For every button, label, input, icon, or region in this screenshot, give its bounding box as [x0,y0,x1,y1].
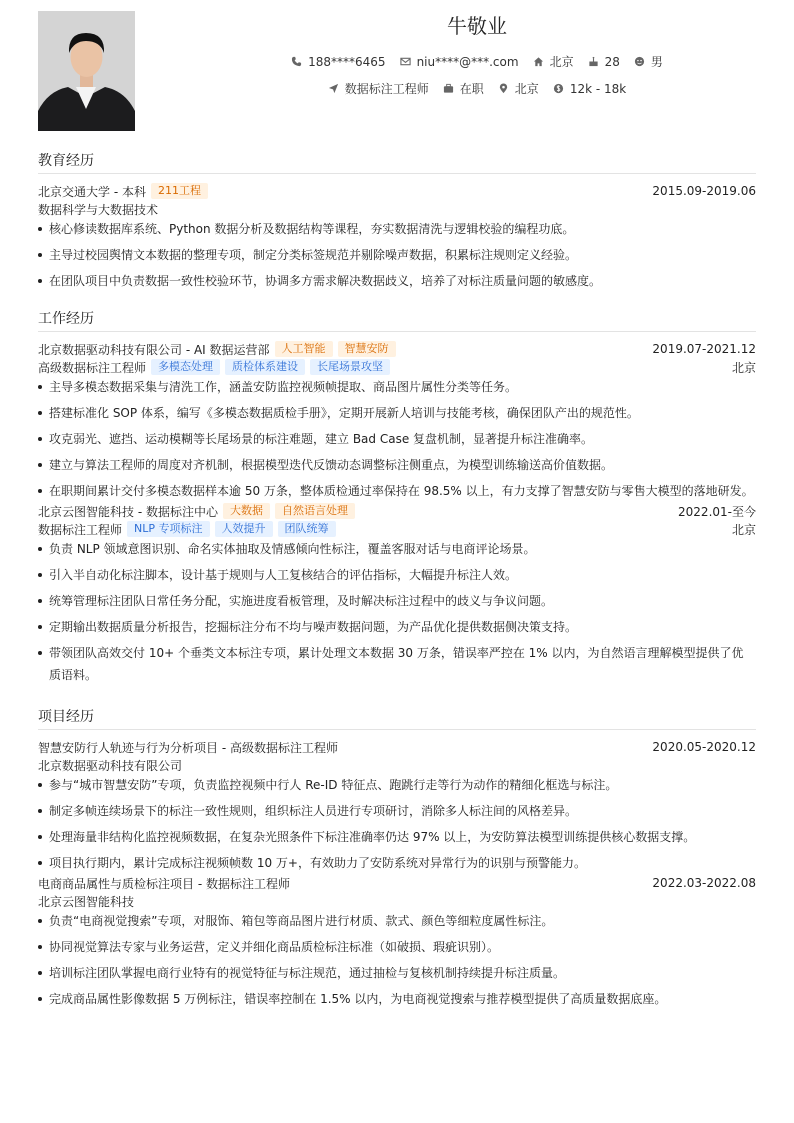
project-section [38,706,756,1014]
company-name: 北京数据驱动科技有限公司 - AI 数据运营部 [38,342,270,357]
work-city: 北京 [731,522,756,537]
project-entry [38,738,756,874]
target-job-item [328,80,429,97]
work-city: 北京 [731,360,756,375]
role-tag: 多模态处理 [151,359,220,375]
money-icon [553,83,564,94]
role-tag: 长尾场景攻坚 [310,359,390,375]
list-item: 参与“城市智慧安防”专项，负责监控视频中行人 Re-ID 特征点、跑跳行走等行为动作的精细化框选与标注。 [38,774,756,796]
salary-text: 12k - 18k [569,81,627,96]
job-intent-row [160,80,794,97]
list-item: 完成商品属性影像数据 5 万例标注，错误率控制在 1.5% 以内，为电商视觉搜索与推荐模型提供了高质量数据底座。 [38,988,756,1010]
project-title: 项目经历 [38,706,756,730]
work-date: 2019.07-2021.12 [652,342,756,356]
email-item [400,53,519,70]
target-job-text: 数据标注工程师 [344,82,429,96]
list-item: 培训标注团队掌握电商行业特有的视觉特征与标注规范，通过抽检与复核机制持续提升标注质量。 [38,962,756,984]
school-tag: 211工程 [151,183,208,199]
salary-item [553,80,626,97]
cake-icon [588,56,599,67]
home-icon [533,56,544,67]
project-date: 2020.05-2020.12 [652,740,756,754]
role-tag: 团队统筹 [278,521,336,537]
education-title: 教育经历 [38,150,756,174]
role-tag: 人效提升 [215,521,273,537]
list-item: 建立与算法工程师的周度对齐机制，根据模型迭代反馈动态调整标注侧重点，为模型训练输送高价值数据。 [38,454,756,476]
list-item: 主导多模态数据采集与清洗工作，涵盖安防监控视频帧提取、商品图片属性分类等任务。 [38,376,756,398]
role-tag: NLP 专项标注 [127,521,210,537]
project-org: 北京云图智能科技 [38,894,135,909]
list-item: 制定多帧连续场景下的标注一致性规则，组织标注人员进行专项研讨，消除多人标注间的风格差异。 [38,800,756,822]
list-item: 统筹管理标注团队日常任务分配，实施进度看板管理，及时解决标注过程中的歧义与争议问题。 [38,590,756,612]
list-item: 协同视觉算法专家与业务运营，定义并细化商品质检标注标准（如破损、瑕疵识别）。 [38,936,756,958]
list-item: 引入半自动化标注脚本，设计基于规则与人工复核结合的评估指标，大幅提升标注人效。 [38,564,756,586]
work-title: 工作经历 [38,308,756,332]
company-tag: 智慧安防 [338,341,396,357]
target-city-item [498,80,539,97]
list-item: 负责“电商视觉搜索”专项，对服饰、箱包等商品图片进行材质、款式、颜色等细粒度属性标注。 [38,910,756,932]
list-item: 核心修读数据库系统、Python 数据分析及数据结构等课程，夯实数据清洗与逻辑校验的编程功底。 [38,218,756,240]
education-entry [38,182,756,292]
send-icon [328,83,339,94]
avatar [38,11,135,131]
company-tag: 大数据 [223,503,270,519]
person-name: 牛敬业 [447,14,507,38]
person-icon [634,56,645,67]
age-text: 28 [604,54,620,69]
list-item: 负责 NLP 领域意图识别、命名实体抽取及情感倾向性标注，覆盖客服对话与电商评论场景。 [38,538,756,560]
contact-row [160,53,794,70]
company-name: 北京云图智能科技 - 数据标注中心 [38,504,218,519]
gender-item [634,53,663,70]
location-pin-icon [498,83,509,94]
job-role: 高级数据标注工程师 [38,360,147,375]
major: 数据科学与大数据技术 [38,202,159,217]
list-item: 主导过校园舆情文本数据的整理专项，制定分类标签规范并剔除噪声数据，积累标注规则定义经验。 [38,244,756,266]
company-tag: 人工智能 [275,341,333,357]
target-city-text: 北京 [514,82,539,96]
project-entry [38,874,756,1010]
list-item: 攻克弱光、遮挡、运动模糊等长尾场景的标注难题，建立 Bad Case 复盘机制，显著提升标注准确率。 [38,428,756,450]
work-entry [38,502,756,686]
job-role: 数据标注工程师 [38,522,123,537]
list-item: 处理海量非结构化监控视频数据，在复杂光照条件下标注准确率仍达 97% 以上，为安防算法模型训练提供核心数据支撑。 [38,826,756,848]
list-item: 带领团队高效交付 10+ 个垂类文本标注专项，累计处理文本数据 30 万条，错误率严控在 1% 以内，为自然语言理解模型提供了优质语料。 [38,642,756,686]
education-date: 2015.09-2019.06 [652,184,756,198]
work-date: 2022.01-至今 [678,504,756,519]
briefcase-icon [443,83,454,94]
phone-text: 188****6465 [308,54,386,69]
list-item: 在职期间累计交付多模态数据样本逾 50 万条，整体质检通过率保持在 98.5% 以上，有力支撑了智慧安防与零售大模型的落地研发。 [38,480,756,502]
work-entry [38,340,756,502]
list-item: 定期输出数据质量分析报告，挖掘标注分布不均与噪声数据问题，为产品优化提供数据侧决策支持。 [38,616,756,638]
school-name: 北京交通大学 - 本科 [38,184,146,199]
list-item: 在团队项目中负责数据一致性校验环节，协调多方需求解决数据歧义，培养了对标注质量问题的敏感度。 [38,270,756,292]
gender-text: 男 [650,55,663,69]
list-item: 项目执行期内，累计完成标注视频帧数 10 万+，有效助力了安防系统对异常行为的识别与预警能力。 [38,852,756,874]
work-section [38,308,756,690]
age-item [588,53,620,70]
avatar-portrait [38,11,135,131]
email-text: niu****@***.com [416,54,519,69]
list-item: 搭建标准化 SOP 体系，编写《多模态数据质检手册》，定期开展新人培训与技能考核，确保团队产出的规范性。 [38,402,756,424]
company-tag: 自然语言处理 [275,503,355,519]
education-section [38,150,756,296]
role-tag: 质检体系建设 [225,359,305,375]
project-date: 2022.03-2022.08 [652,876,756,890]
project-name: 电商商品属性与质检标注项目 - 数据标注工程师 [38,876,290,891]
home-city-item [533,53,574,70]
status-text: 在职 [459,82,484,96]
home-city-text: 北京 [549,55,574,69]
project-name: 智慧安防行人轨迹与行为分析项目 - 高级数据标注工程师 [38,740,338,755]
mail-icon [400,56,411,67]
status-item [443,80,484,97]
project-org: 北京数据驱动科技有限公司 [38,758,183,773]
phone-item [291,53,385,70]
phone-icon [291,56,302,67]
